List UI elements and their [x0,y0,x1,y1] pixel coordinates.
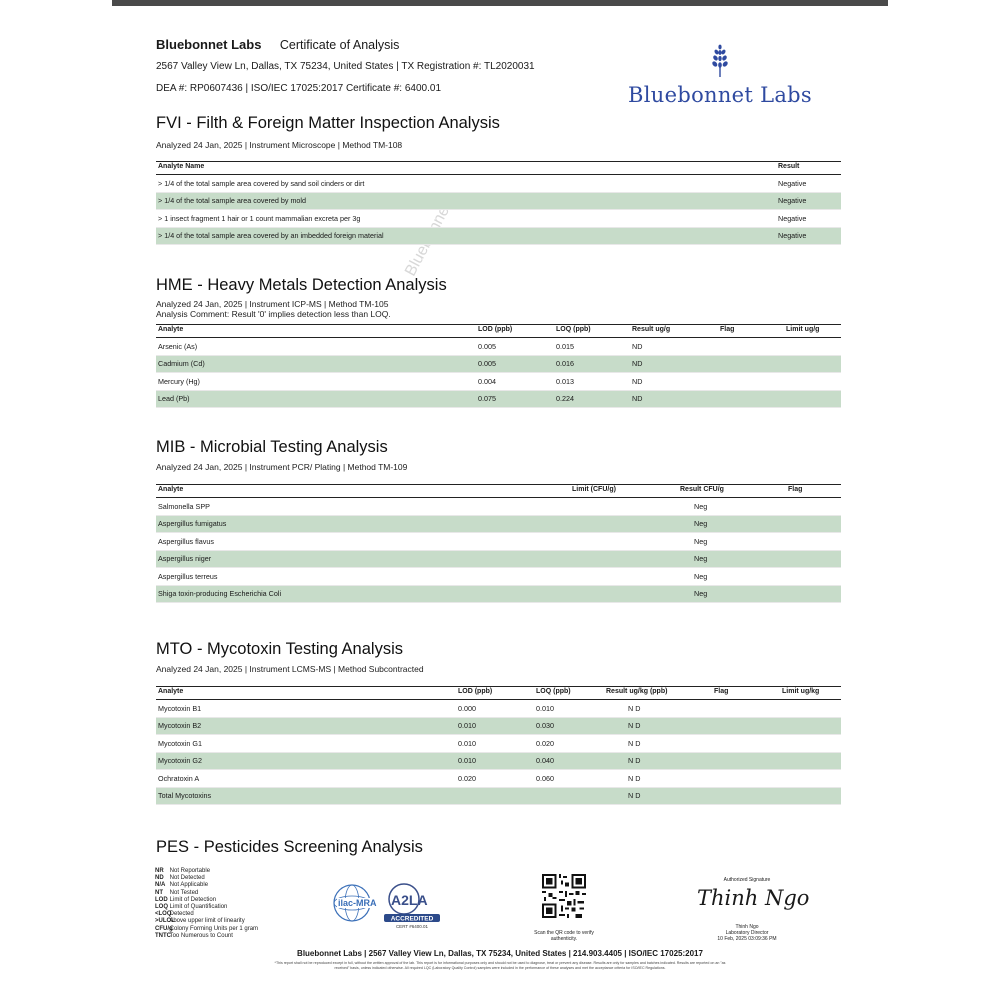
section-title-pes [156,838,423,857]
analyte-cell: > 1/4 of the total sample area covered by mold [156,192,776,210]
table-row [156,390,841,408]
table-row [156,770,841,788]
analyte-cell: Salmonella SPP [156,498,570,516]
certificate-page [112,6,888,1000]
ilac-text: ilac-MRA [338,898,377,908]
table-row [156,498,841,516]
legend-item [155,875,258,882]
analyte-cell: > 1/4 of the total sample area covered by sand soil cinders or dirt [156,175,776,193]
analyte-cell: Aspergillus niger [156,550,570,568]
table-row [156,700,841,718]
table-header-row [156,485,841,498]
result-cell: Negative [776,227,841,245]
ilac-mra-badge [332,881,384,930]
fvi-meta: Analyzed 24 Jan, 2025 | Instrument Microscope | Method TM-108 [156,140,403,150]
lod-cell: 0.004 [476,373,554,391]
column-header: Flag [718,325,784,338]
table-row [156,787,841,805]
flag-cell [718,338,784,356]
column-header: LOQ (ppb) [554,325,630,338]
legend-item [155,933,258,940]
result-cell: ND [630,390,718,408]
limit-cell [570,585,678,603]
table-row [156,717,841,735]
flag-cell [786,515,841,533]
loq-cell: 0.015 [554,338,630,356]
analyte-cell: Aspergillus flavus [156,533,570,551]
hme-meta-line: Analyzed 24 Jan, 2025 | Instrument ICP-MS | Method TM-105 [156,299,389,309]
section-code: PES [156,838,190,856]
column-header: Flag [712,687,780,700]
table-row [156,752,841,770]
analyte-cell: Mycotoxin B1 [156,700,456,718]
column-header: LOD (ppb) [456,687,534,700]
a2la-logo-icon [382,879,442,929]
limit-cell [784,355,841,373]
section-title-text: - Microbial Testing Analysis [185,438,388,456]
handwritten-signature: Thinh Ngo [697,886,810,910]
abbreviation-legend [155,868,258,940]
section-code: HME [156,276,193,294]
legend-desc: Limit of Detection [169,896,217,903]
table-row [156,210,841,228]
limit-cell [780,752,841,770]
a2la-accredited-badge [382,879,442,934]
limit-cell [780,735,841,753]
table-header-row [156,162,841,175]
legend-abbr: ND [155,875,164,882]
column-header: Limit ug/kg [780,687,841,700]
table-row [156,227,841,245]
legend-desc: Detected [169,911,194,918]
mib-table [156,484,841,603]
section-title-text: - Heavy Metals Detection Analysis [192,276,447,294]
legend-item [155,868,258,875]
result-cell: ND [630,355,718,373]
section-code: MIB [156,438,186,456]
legend-item [155,918,258,925]
result-cell: Neg [678,515,786,533]
legend-abbr: NT [155,889,163,896]
document-type: Certificate of Analysis [279,38,400,52]
legend-desc: Not Applicable [169,882,209,889]
result-cell: Negative [776,175,841,193]
limit-cell [780,717,841,735]
legend-desc: Colony Forming Units per 1 gram [169,925,259,932]
footer-fine-print: *This report shall not be reproduced except in full, without the written approval of the lab. This report is for informational purposes only and should not be used to diagnose, treat or prevent any disease. Results are only for samples and batches indicated. Results are reported on an "as received" basis, unless indicated otherwise. All required LQC (Laboratory Quality Control) samples were included in the performance of these analyses and met the acceptance criteria for ISO/IEC Regulations. [274,961,726,970]
analyte-cell: Mercury (Hg) [156,373,476,391]
mto-table [156,686,841,805]
lod-cell: 0.010 [456,717,534,735]
result-cell: ND [630,338,718,356]
legend-abbr: TNTC [155,932,171,939]
section-title-mto [156,640,403,659]
analyte-cell: Arsenic (As) [156,338,476,356]
analyte-cell: Cadmium (Cd) [156,355,476,373]
section-title-text: - Pesticides Screening Analysis [189,838,423,856]
fvi-table [156,161,841,245]
lod-cell: 0.020 [456,770,534,788]
flag-cell [712,770,780,788]
flag-cell [786,568,841,586]
limit-cell [780,700,841,718]
flag-cell [712,735,780,753]
legend-item [155,904,258,911]
column-header: Analyte [156,325,476,338]
dea-line: DEA #: RP0607436 | ISO/IEC 17025:2017 Certificate #: 6400.01 [156,83,442,94]
legend-abbr: LOD [155,896,168,903]
limit-cell [570,498,678,516]
signatory-info [692,924,802,942]
loq-cell: 0.010 [534,700,604,718]
analyte-cell: Mycotoxin B2 [156,717,456,735]
limit-cell [570,515,678,533]
legend-desc: Not Reportable [169,868,211,874]
analyte-cell: Lead (Pb) [156,390,476,408]
analyte-cell: Ochratoxin A [156,770,456,788]
section-title-text: - Mycotoxin Testing Analysis [192,640,403,658]
lod-cell: 0.000 [456,700,534,718]
flag-cell [712,700,780,718]
table-row [156,568,841,586]
table-row [156,585,841,603]
lod-cell: 0.010 [456,735,534,753]
lod-cell: 0.005 [476,338,554,356]
limit-cell [570,550,678,568]
column-header: Flag [786,485,841,498]
result-cell: Neg [678,550,786,568]
column-header: Analyte [156,485,570,498]
column-header: Result CFU/g [678,485,786,498]
bluebonnet-flower-icon [710,44,730,78]
limit-cell [780,770,841,788]
table-row [156,515,841,533]
flag-cell [712,717,780,735]
hme-meta [156,299,391,319]
table-row [156,192,841,210]
table-row [156,550,841,568]
result-cell: Neg [678,533,786,551]
result-cell: Negative [776,210,841,228]
flag-cell [786,498,841,516]
legend-abbr: N/A [155,882,166,889]
legend-desc: Not Detected [169,875,205,882]
analyte-cell: Aspergillus terreus [156,568,570,586]
legend-abbr: CFU/g [155,925,173,932]
loq-cell: 0.020 [534,735,604,753]
analyte-cell: Shiga toxin-producing Escherichia Coli [156,585,570,603]
a2la-text: A2LA [391,892,428,908]
result-cell: N D [604,787,712,805]
address-line: 2567 Valley View Ln, Dallas, TX 75234, United States | TX Registration #: TL2020031 [156,61,535,72]
analyte-cell: Aspergillus fumigatus [156,515,570,533]
loq-cell [534,787,604,805]
loq-cell: 0.224 [554,390,630,408]
result-cell: N D [604,717,712,735]
legend-item [155,897,258,904]
limit-cell [780,787,841,805]
lod-cell: 0.010 [456,752,534,770]
ilac-logo-icon [332,881,384,925]
loq-cell: 0.060 [534,770,604,788]
table-header-row [156,687,841,700]
hme-table [156,324,841,408]
table-row [156,373,841,391]
flag-cell [712,752,780,770]
logo-text: Bluebonnet Labs [628,83,812,107]
result-cell: N D [604,770,712,788]
legend-desc: Not Tested [169,889,199,896]
column-header: Result [776,162,841,175]
result-cell: N D [604,700,712,718]
section-title-hme [156,276,447,295]
result-cell: ND [630,373,718,391]
legend-desc: Limit of Quantification [169,904,228,911]
section-title-fvi [156,114,500,133]
signature-label: Authorized Signature [723,877,771,883]
result-cell: Neg [678,585,786,603]
legend-item [155,926,258,933]
cert-number-text: CERT #6400.01 [395,924,429,929]
footer-line: Bluebonnet Labs | 2567 Valley View Ln, Dallas, TX 75234, United States | 214.903.4405 | ISO/IEC 17025:2017 [297,949,703,958]
section-title-mib [156,438,388,457]
loq-cell: 0.030 [534,717,604,735]
analyte-cell: Mycotoxin G1 [156,735,456,753]
section-code: FVI [156,114,182,132]
table-row [156,355,841,373]
limit-cell [570,568,678,586]
table-header-row [156,325,841,338]
lod-cell: 0.075 [476,390,554,408]
column-header: Result ug/g [630,325,718,338]
flag-cell [786,533,841,551]
limit-cell [784,373,841,391]
column-header: Limit ug/g [784,325,841,338]
signatory-title: Laboratory Director [725,930,769,936]
legend-item [155,890,258,897]
mib-meta: Analyzed 24 Jan, 2025 | Instrument PCR/ Plating | Method TM-109 [156,462,408,472]
verification-qr-code[interactable] [542,874,586,918]
section-title-text: - Filth & Foreign Matter Inspection Analysis [181,114,500,132]
result-cell: N D [604,752,712,770]
loq-cell: 0.040 [534,752,604,770]
flag-cell [712,787,780,805]
table-row [156,338,841,356]
legend-desc: Above upper limit of linearity [169,918,245,925]
analyte-cell: Total Mycotoxins [156,787,456,805]
result-cell: N D [604,735,712,753]
hme-comment: Analysis Comment: Result '0' implies detection less than LOQ. [156,309,391,319]
analyte-cell: > 1/4 of the total sample area covered by an imbedded foreign material [156,227,776,245]
table-row [156,175,841,193]
flag-cell [718,390,784,408]
flag-cell [786,550,841,568]
accredited-text: ACCREDITED [390,915,434,923]
result-cell: Negative [776,192,841,210]
result-cell: Neg [678,498,786,516]
analyte-cell: > 1 insect fragment 1 hair or 1 count mammalian excreta per 3g [156,210,776,228]
header-title-row [156,36,399,54]
table-row [156,735,841,753]
signatory-name: Thinh Ngo [735,924,759,930]
legend-abbr: LOQ [155,904,168,911]
legend-desc: Too Numerous to Count [169,932,233,939]
legend-item [155,911,258,918]
legend-abbr: <LOQ [155,911,172,918]
flag-cell [786,585,841,603]
lod-cell: 0.005 [476,355,554,373]
lab-logo [628,44,812,107]
limit-cell [784,390,841,408]
column-header: LOD (ppb) [476,325,554,338]
flag-cell [718,355,784,373]
column-header: Result ug/kg (ppb) [604,687,712,700]
legend-abbr: NR [155,868,164,874]
lod-cell [456,787,534,805]
qr-caption: Scan the QR code to verify authenticity. [534,930,594,942]
signature-date: 10 Feb, 2025 03:09:36 PM [717,936,777,942]
lab-name: Bluebonnet Labs [156,37,262,52]
column-header: Analyte Name [156,162,776,175]
limit-cell [784,338,841,356]
mto-meta: Analyzed 24 Jan, 2025 | Instrument LCMS-MS | Method Subcontracted [156,664,424,674]
column-header: LOQ (ppb) [534,687,604,700]
column-header: Limit (CFU/g) [570,485,678,498]
column-header: Analyte [156,687,456,700]
loq-cell: 0.016 [554,355,630,373]
loq-cell: 0.013 [554,373,630,391]
legend-item [155,882,258,889]
flag-cell [718,373,784,391]
table-row [156,533,841,551]
limit-cell [570,533,678,551]
legend-abbr: >ULOL [155,918,175,925]
analyte-cell: Mycotoxin G2 [156,752,456,770]
result-cell: Neg [678,568,786,586]
section-code: MTO [156,640,193,658]
